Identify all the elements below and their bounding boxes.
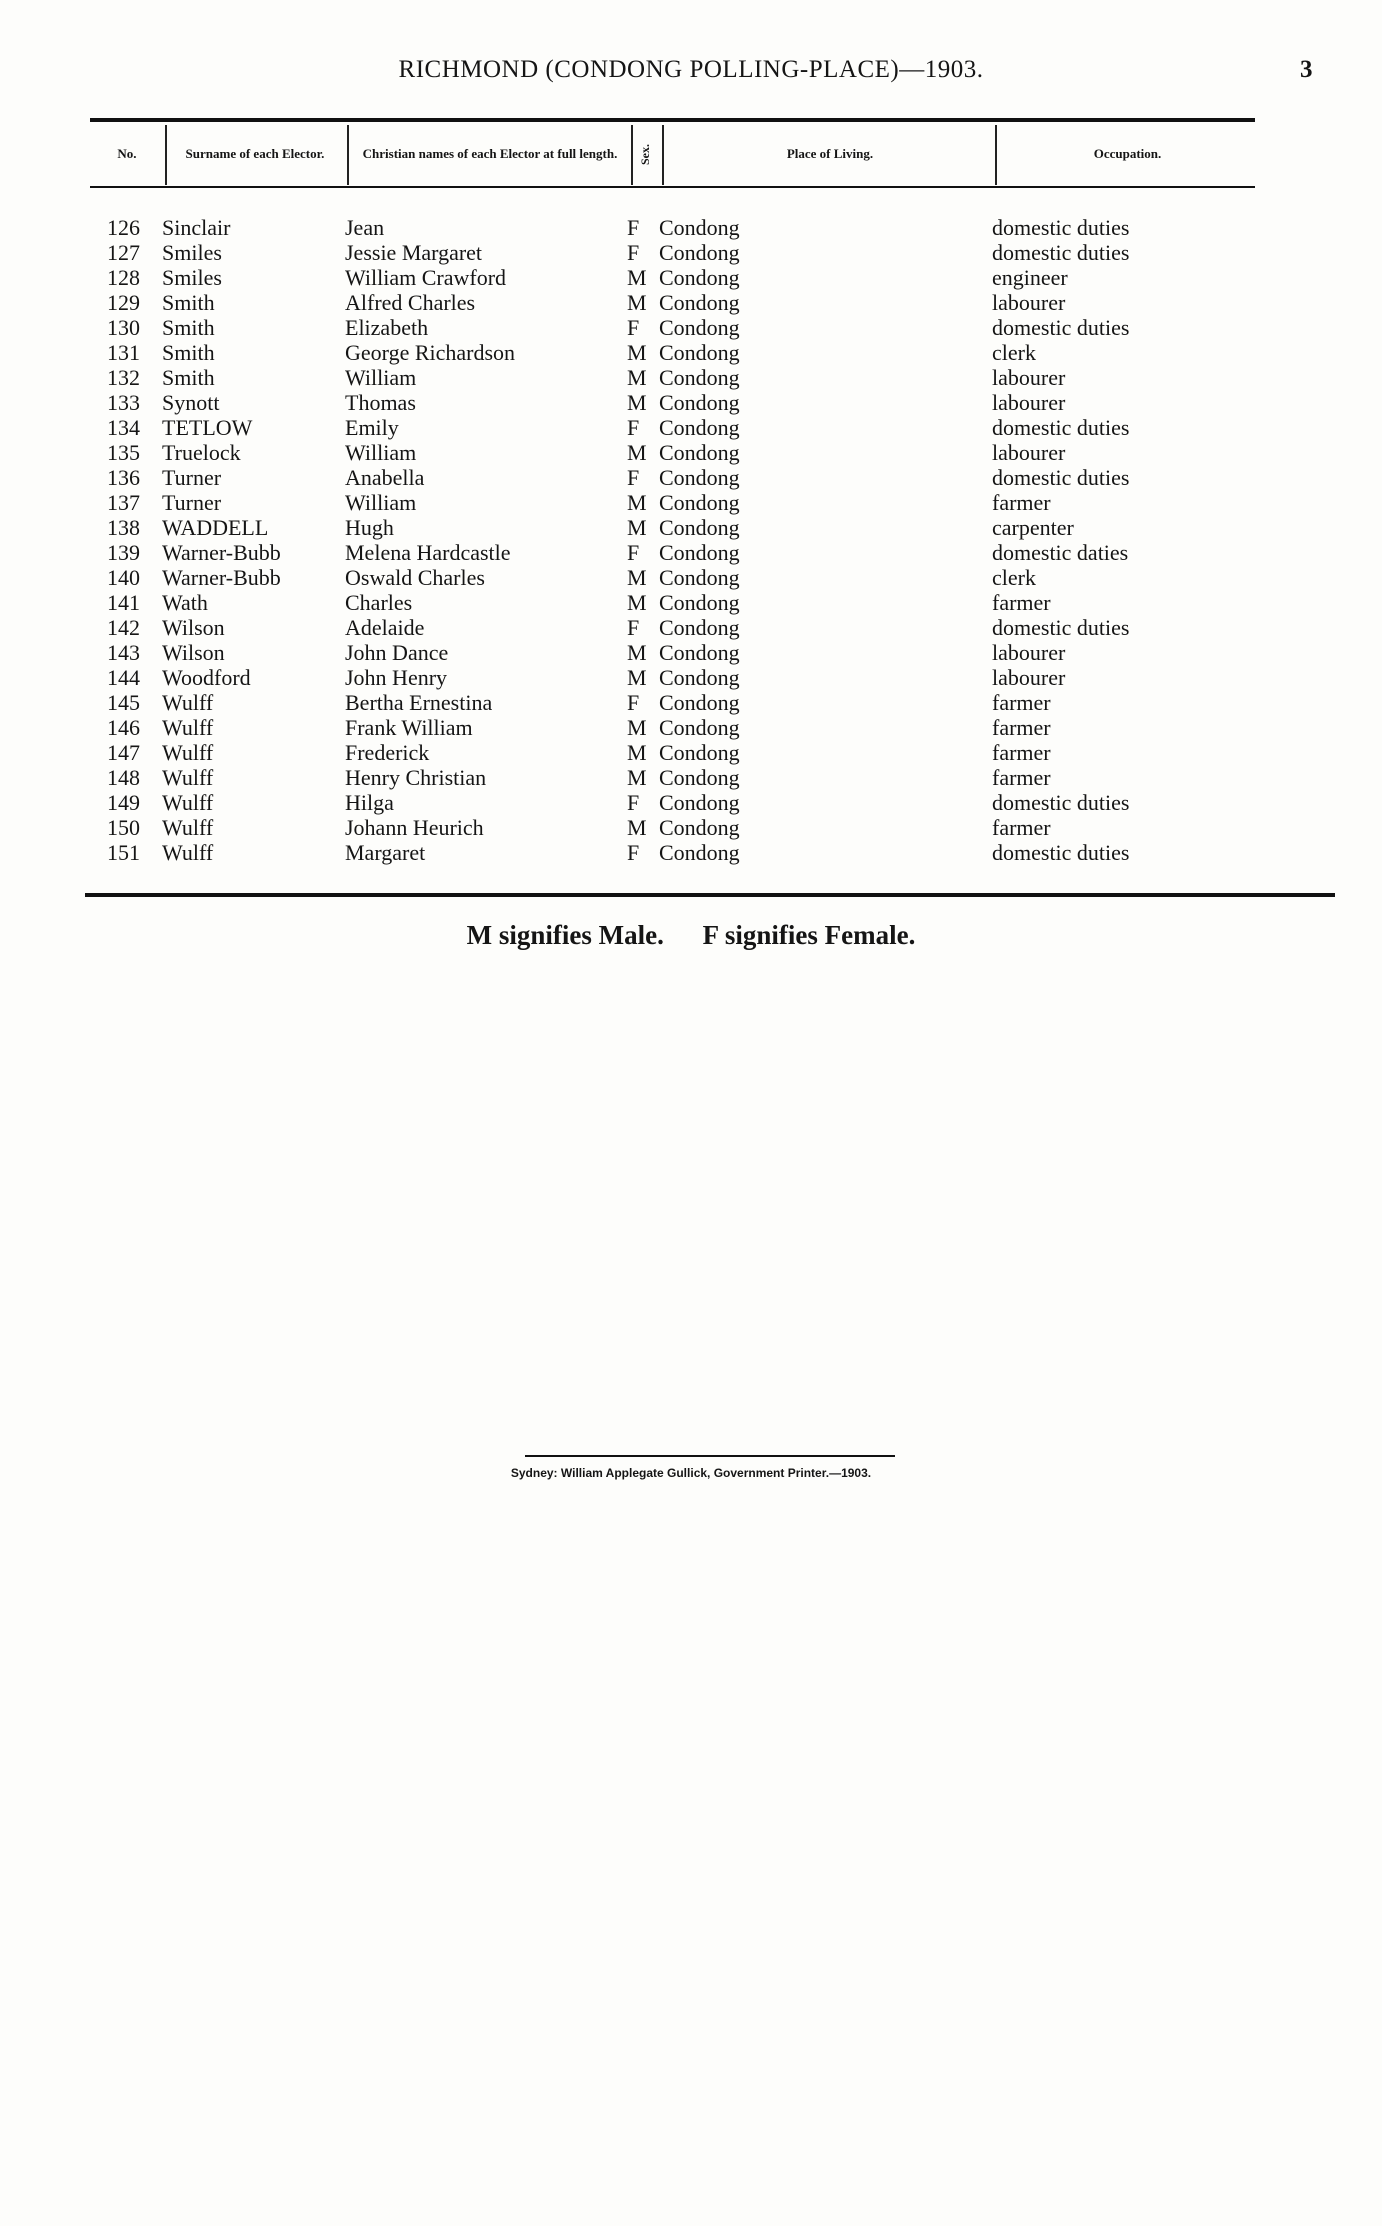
elector-sex: F — [627, 215, 640, 240]
elector-sex: M — [627, 565, 647, 590]
table-row — [0, 665, 1382, 690]
column-header-no: No. — [117, 146, 137, 161]
elector-surname: Truelock — [162, 440, 241, 465]
elector-place: Condong — [659, 515, 740, 540]
elector-number: 142 — [107, 615, 140, 640]
elector-occupation: labourer — [992, 665, 1066, 690]
elector-surname: Smith — [162, 290, 215, 315]
elector-sex: F — [627, 690, 640, 715]
elector-surname: Wulff — [162, 765, 214, 790]
elector-sex: M — [627, 665, 647, 690]
elector-occupation: domestic duties — [992, 465, 1130, 490]
column-divider — [165, 125, 167, 185]
elector-number: 134 — [107, 415, 140, 440]
elector-christian-names: John Dance — [345, 640, 449, 665]
table-row — [0, 365, 1382, 390]
elector-surname: Wath — [162, 590, 208, 615]
elector-surname: Smiles — [162, 240, 222, 265]
elector-christian-names: Oswald Charles — [345, 565, 485, 590]
elector-christian-names: Margaret — [345, 840, 426, 865]
table-row — [0, 390, 1382, 415]
page-number: 3 — [1300, 56, 1313, 83]
elector-christian-names: Johann Heurich — [345, 815, 484, 840]
table-header-rule — [90, 186, 1255, 188]
table-row — [0, 540, 1382, 565]
elector-sex: F — [627, 540, 640, 565]
elector-place: Condong — [659, 340, 740, 365]
elector-place: Condong — [659, 690, 740, 715]
column-divider — [662, 125, 664, 185]
elector-number: 137 — [107, 490, 140, 515]
elector-occupation: clerk — [992, 565, 1036, 590]
elector-occupation: labourer — [992, 440, 1066, 465]
elector-number: 144 — [107, 665, 140, 690]
column-header-sex: Sex. — [637, 143, 652, 165]
elector-number: 148 — [107, 765, 140, 790]
elector-surname: Wulff — [162, 790, 214, 815]
elector-occupation: labourer — [992, 640, 1066, 665]
elector-occupation: farmer — [992, 765, 1051, 790]
elector-christian-names: William — [345, 440, 417, 465]
table-row — [0, 840, 1382, 865]
elector-number: 133 — [107, 390, 140, 415]
elector-christian-names: Frederick — [345, 740, 430, 765]
legend-male: M signifies Male. — [466, 920, 664, 950]
elector-number: 136 — [107, 465, 140, 490]
sex-legend — [0, 920, 1382, 951]
table-row — [0, 440, 1382, 465]
elector-sex: M — [627, 365, 647, 390]
elector-number: 128 — [107, 265, 140, 290]
elector-occupation: domestic duties — [992, 790, 1130, 815]
elector-place: Condong — [659, 765, 740, 790]
elector-surname: Smith — [162, 315, 215, 340]
elector-place: Condong — [659, 790, 740, 815]
elector-place: Condong — [659, 840, 740, 865]
elector-number: 127 — [107, 240, 140, 265]
table-row — [0, 215, 1382, 240]
elector-christian-names: Emily — [345, 415, 399, 440]
table-row — [0, 265, 1382, 290]
table-row — [0, 415, 1382, 440]
elector-surname: Synott — [162, 390, 220, 415]
elector-number: 135 — [107, 440, 140, 465]
elector-surname: TETLOW — [162, 415, 253, 440]
elector-christian-names: William Crawford — [345, 265, 507, 290]
elector-number: 147 — [107, 740, 140, 765]
elector-surname: Smith — [162, 340, 215, 365]
table-row — [0, 790, 1382, 815]
elector-place: Condong — [659, 565, 740, 590]
elector-number: 146 — [107, 715, 140, 740]
elector-number: 132 — [107, 365, 140, 390]
table-row — [0, 740, 1382, 765]
elector-sex: M — [627, 515, 647, 540]
elector-surname: Wilson — [162, 640, 225, 665]
elector-number: 145 — [107, 690, 140, 715]
printer-imprint: Sydney: William Applegate Gullick, Government Printer.—1903. — [510, 1466, 872, 1480]
elector-place: Condong — [659, 715, 740, 740]
elector-number: 138 — [107, 515, 140, 540]
column-divider — [995, 125, 997, 185]
elector-sex: M — [627, 715, 647, 740]
table-row — [0, 340, 1382, 365]
elector-christian-names: Jessie Margaret — [345, 240, 483, 265]
table-row — [0, 290, 1382, 315]
elector-place: Condong — [659, 265, 740, 290]
elector-surname: Wulff — [162, 740, 214, 765]
table-row — [0, 590, 1382, 615]
elector-place: Condong — [659, 390, 740, 415]
elector-place: Condong — [659, 590, 740, 615]
table-row — [0, 715, 1382, 740]
elector-sex: F — [627, 615, 640, 640]
elector-surname: Turner — [162, 490, 222, 515]
elector-occupation: labourer — [992, 290, 1066, 315]
elector-place: Condong — [659, 415, 740, 440]
elector-number: 143 — [107, 640, 140, 665]
elector-surname: Wilson — [162, 615, 225, 640]
elector-christian-names: Frank William — [345, 715, 473, 740]
elector-occupation: farmer — [992, 815, 1051, 840]
elector-sex: M — [627, 640, 647, 665]
elector-christian-names: Bertha Ernestina — [345, 690, 493, 715]
elector-place: Condong — [659, 440, 740, 465]
elector-christian-names: Melena Hardcastle — [345, 540, 511, 565]
page-title: RICHMOND (CONDONG POLLING-PLACE)—1903. — [398, 56, 984, 83]
column-header-occupation: Occupation. — [1093, 146, 1162, 161]
elector-sex: F — [627, 415, 640, 440]
elector-surname: Turner — [162, 465, 222, 490]
elector-occupation: clerk — [992, 340, 1036, 365]
elector-occupation: domestic duties — [992, 840, 1130, 865]
elector-occupation: domestic duties — [992, 215, 1130, 240]
elector-place: Condong — [659, 815, 740, 840]
elector-sex: F — [627, 240, 640, 265]
elector-surname: WADDELL — [162, 515, 269, 540]
elector-place: Condong — [659, 490, 740, 515]
table-row — [0, 465, 1382, 490]
elector-occupation: domestic duties — [992, 315, 1130, 340]
column-header-christian: Christian names of each Elector at full length. — [362, 146, 618, 161]
elector-occupation: farmer — [992, 715, 1051, 740]
elector-sex: F — [627, 840, 640, 865]
elector-place: Condong — [659, 465, 740, 490]
elector-place: Condong — [659, 290, 740, 315]
elector-surname: Woodford — [162, 665, 251, 690]
elector-christian-names: Henry Christian — [345, 765, 487, 790]
elector-place: Condong — [659, 315, 740, 340]
elector-occupation: farmer — [992, 490, 1051, 515]
column-header-surname: Surname of each Elector. — [185, 146, 325, 161]
table-row — [0, 815, 1382, 840]
column-header-place: Place of Living. — [786, 146, 874, 161]
elector-sex: F — [627, 315, 640, 340]
elector-christian-names: William — [345, 365, 417, 390]
elector-number: 139 — [107, 540, 140, 565]
elector-sex: F — [627, 790, 640, 815]
elector-sex: M — [627, 440, 647, 465]
elector-number: 130 — [107, 315, 140, 340]
table-row — [0, 615, 1382, 640]
elector-christian-names: Jean — [345, 215, 385, 240]
elector-sex: M — [627, 340, 647, 365]
elector-place: Condong — [659, 215, 740, 240]
elector-number: 140 — [107, 565, 140, 590]
elector-surname: Sinclair — [162, 215, 231, 240]
elector-place: Condong — [659, 540, 740, 565]
elector-christian-names: William — [345, 490, 417, 515]
elector-christian-names: Hugh — [345, 515, 394, 540]
table-row — [0, 240, 1382, 265]
elector-occupation: engineer — [992, 265, 1068, 290]
elector-sex: F — [627, 465, 640, 490]
table-bottom-rule — [85, 893, 1335, 897]
column-header-sex-cell — [632, 126, 658, 182]
elector-number: 129 — [107, 290, 140, 315]
elector-number: 126 — [107, 215, 140, 240]
elector-number: 141 — [107, 590, 140, 615]
column-divider — [347, 125, 349, 185]
table-row — [0, 690, 1382, 715]
elector-number: 151 — [107, 840, 140, 865]
elector-christian-names: Elizabeth — [345, 315, 429, 340]
elector-place: Condong — [659, 640, 740, 665]
elector-sex: M — [627, 590, 647, 615]
elector-surname: Wulff — [162, 840, 214, 865]
elector-surname: Warner-Bubb — [162, 540, 281, 565]
elector-christian-names: Charles — [345, 590, 413, 615]
elector-surname: Wulff — [162, 690, 214, 715]
elector-surname: Smiles — [162, 265, 222, 290]
elector-number: 149 — [107, 790, 140, 815]
legend-female: F signifies Female. — [702, 920, 916, 950]
elector-christian-names: Thomas — [345, 390, 416, 415]
elector-number: 131 — [107, 340, 140, 365]
table-row — [0, 515, 1382, 540]
elector-sex: M — [627, 740, 647, 765]
elector-occupation: carpenter — [992, 515, 1074, 540]
table-row — [0, 565, 1382, 590]
elector-christian-names: Adelaide — [345, 615, 425, 640]
elector-christian-names: George Richardson — [345, 340, 516, 365]
elector-christian-names: Alfred Charles — [345, 290, 476, 315]
elector-occupation: farmer — [992, 740, 1051, 765]
elector-christian-names: Hilga — [345, 790, 394, 815]
elector-sex: M — [627, 265, 647, 290]
elector-occupation: domestic duties — [992, 240, 1130, 265]
elector-place: Condong — [659, 665, 740, 690]
elector-place: Condong — [659, 740, 740, 765]
elector-christian-names: Anabella — [345, 465, 425, 490]
table-top-rule — [90, 118, 1255, 122]
elector-sex: M — [627, 290, 647, 315]
elector-occupation: labourer — [992, 390, 1066, 415]
elector-sex: M — [627, 765, 647, 790]
elector-sex: M — [627, 490, 647, 515]
elector-place: Condong — [659, 615, 740, 640]
elector-surname: Smith — [162, 365, 215, 390]
table-row — [0, 490, 1382, 515]
elector-occupation: labourer — [992, 365, 1066, 390]
table-row — [0, 765, 1382, 790]
elector-surname: Wulff — [162, 815, 214, 840]
table-row — [0, 315, 1382, 340]
elector-surname: Wulff — [162, 715, 214, 740]
elector-place: Condong — [659, 365, 740, 390]
elector-surname: Warner-Bubb — [162, 565, 281, 590]
elector-occupation: farmer — [992, 590, 1051, 615]
elector-christian-names: John Henry — [345, 665, 448, 690]
elector-number: 150 — [107, 815, 140, 840]
elector-place: Condong — [659, 240, 740, 265]
elector-occupation: domestic duties — [992, 615, 1130, 640]
table-row — [0, 640, 1382, 665]
elector-sex: M — [627, 390, 647, 415]
elector-sex: M — [627, 815, 647, 840]
elector-occupation: farmer — [992, 690, 1051, 715]
printer-rule — [525, 1455, 895, 1457]
elector-occupation: domestic duties — [992, 415, 1130, 440]
elector-occupation: domestic daties — [992, 540, 1129, 565]
